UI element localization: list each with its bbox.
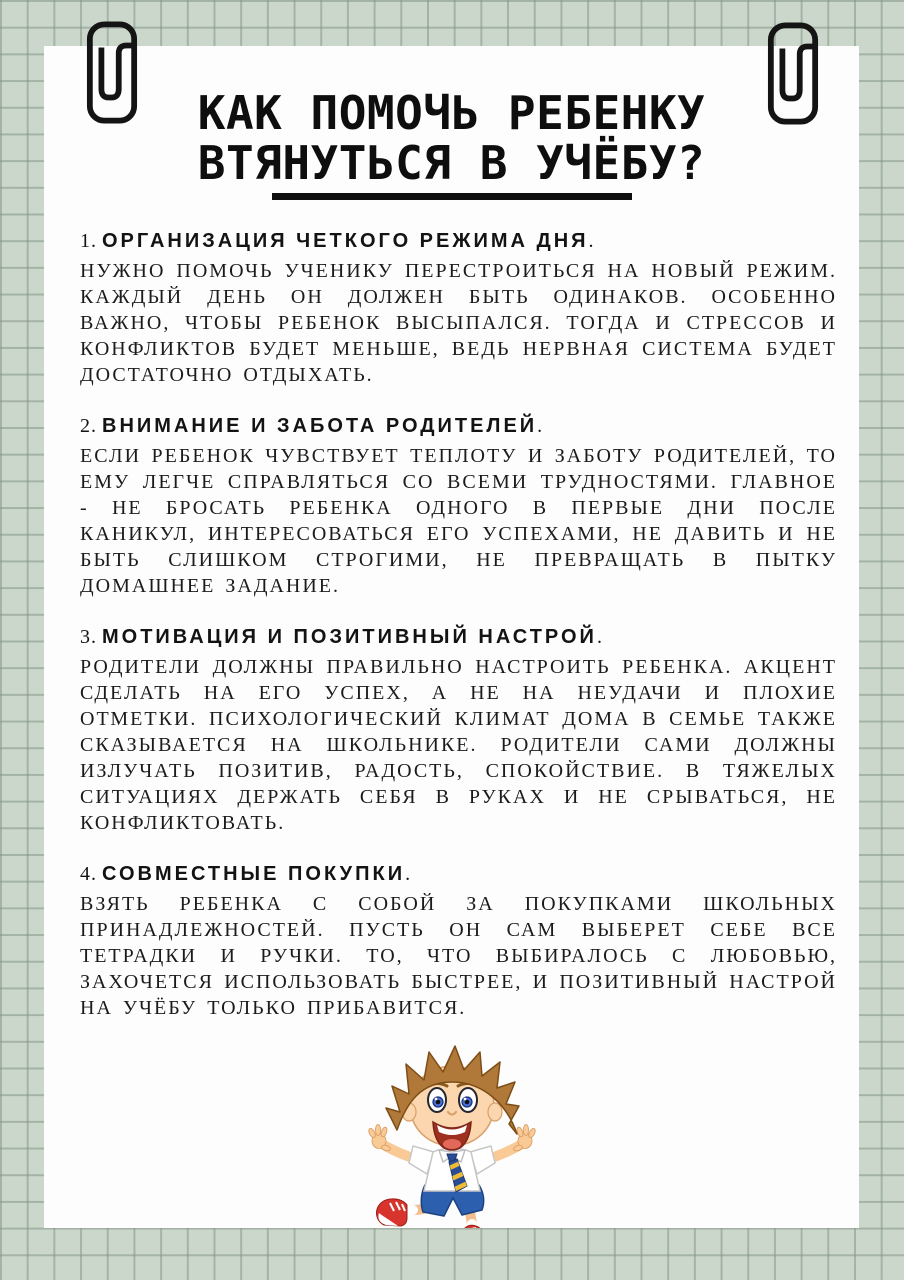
section-attention bbox=[80, 413, 837, 599]
section-number: 1. bbox=[80, 230, 97, 252]
section-regime bbox=[80, 228, 837, 388]
section-heading bbox=[80, 624, 837, 650]
section-period: . bbox=[596, 626, 602, 648]
section-title: ОРГАНИЗАЦИЯ ЧЕТКОГО РЕЖИМА ДНЯ bbox=[102, 230, 589, 252]
section-heading bbox=[80, 861, 837, 887]
section-title: МОТИВАЦИЯ И ПОЗИТИВНЫЙ НАСТРОЙ bbox=[102, 626, 597, 648]
section-period: . bbox=[537, 415, 543, 437]
section-body: РОДИТЕЛИ ДОЛЖНЫ ПРАВИЛЬНО НАСТРОИТЬ РЕБЕНКА. АКЦЕНТ СДЕЛАТЬ НА ЕГО УСПЕХ, А НЕ НА НЕУДАЧИ И ПЛОХИЕ ОТМЕТКИ. ПСИХОЛОГИЧЕСКИЙ КЛИМАТ ДОМА В СЕМЬЕ ТАКЖЕ СКАЗЫВАЕТСЯ НА ШКОЛЬНИКЕ. РОДИТЕЛИ САМИ ДОЛЖНЫ ИЗЛУЧАТЬ ПОЗИТИВ, РАДОСТЬ, СПОКОЙСТВИЕ. В ТЯЖЕЛЫХ СИТУАЦИЯХ ДЕРЖАТЬ СЕБЯ В РУКАХ И НЕ СРЫВАТЬСЯ, НЕ КОНФЛИКТОВАТЬ. bbox=[80, 656, 837, 834]
section-period: . bbox=[405, 863, 411, 885]
title-underline bbox=[272, 193, 632, 200]
page-title-line1: КАК ПОМОЧЬ РЕБЕНКУ bbox=[197, 86, 706, 140]
section-motivation bbox=[80, 624, 837, 836]
section-body: ЕСЛИ РЕБЕНОК ЧУВСТВУЕТ ТЕПЛОТУ И ЗАБОТУ РОДИТЕЛЕЙ, ТО ЕМУ ЛЕГЧЕ СПРАВЛЯТЬСЯ СО ВСЕМИ ТРУДНОСТЯМИ. ГЛАВНОЕ - НЕ БРОСАТЬ РЕБЕНКА ОДНОГО В ПЕРВЫЕ ДНИ ПОСЛЕ КАНИКУЛ, ИНТЕРЕСОВАТЬСЯ ЕГО УСПЕХАМИ, НЕ ДАВИТЬ И НЕ БЫТЬ СЛИШКОМ СТРОГИМИ, НЕ ПРЕВРАЩАТЬ В ПЫТКУ ДОМАШНЕЕ ЗАДАНИЕ. bbox=[80, 445, 837, 597]
poster-card bbox=[44, 46, 859, 1228]
section-number: 4. bbox=[80, 863, 97, 885]
paperclip-icon bbox=[86, 19, 138, 126]
illustration-container bbox=[44, 1042, 859, 1228]
page-title bbox=[44, 88, 859, 188]
section-period: . bbox=[588, 230, 594, 252]
section-heading bbox=[80, 228, 837, 254]
schoolboy-illustration bbox=[366, 1042, 538, 1228]
boy-right-shoe bbox=[460, 1225, 485, 1228]
section-shopping bbox=[80, 861, 837, 1021]
page-title-line2: ВТЯНУТЬСЯ В УЧЁБУ? bbox=[197, 136, 706, 190]
section-number: 2. bbox=[80, 415, 97, 437]
section-number: 3. bbox=[80, 626, 97, 648]
boy-left-shoe bbox=[376, 1199, 406, 1226]
section-title: ВНИМАНИЕ И ЗАБОТА РОДИТЕЛЕЙ bbox=[102, 415, 538, 437]
paperclip-icon bbox=[767, 20, 819, 127]
section-heading bbox=[80, 413, 837, 439]
section-body: НУЖНО ПОМОЧЬ УЧЕНИКУ ПЕРЕСТРОИТЬСЯ НА НОВЫЙ РЕЖИМ. КАЖДЫЙ ДЕНЬ ОН ДОЛЖЕН БЫТЬ ОДИНАКОВ. ОСОБЕННО ВАЖНО, ЧТОБЫ РЕБЕНОК ВЫСЫПАЛСЯ. ТОГДА И СТРЕССОВ И КОНФЛИКТОВ БУДЕТ МЕНЬШЕ, ВЕДЬ НЕРВНАЯ СИСТЕМА БУДЕТ ДОСТАТОЧНО ОТДЫХАТЬ. bbox=[80, 260, 837, 386]
sections-list bbox=[44, 200, 859, 1021]
section-body: ВЗЯТЬ РЕБЕНКА С СОБОЙ ЗА ПОКУПКАМИ ШКОЛЬНЫХ ПРИНАДЛЕЖНОСТЕЙ. ПУСТЬ ОН САМ ВЫБЕРЕТ СЕБЕ ВСЕ ТЕТРАДКИ И РУЧКИ. ТО, ЧТО ВЫБИРАЛОСЬ С ЛЮБОВЬЮ, ЗАХОЧЕТСЯ ИСПОЛЬЗОВАТЬ БЫСТРЕЕ, И ПОЗИТИВНЫЙ НАСТРОЙ НА УЧЁБУ ТОЛЬКО ПРИБАВИТСЯ. bbox=[80, 893, 837, 1019]
section-title: СОВМЕСТНЫЕ ПОКУПКИ bbox=[102, 863, 406, 885]
